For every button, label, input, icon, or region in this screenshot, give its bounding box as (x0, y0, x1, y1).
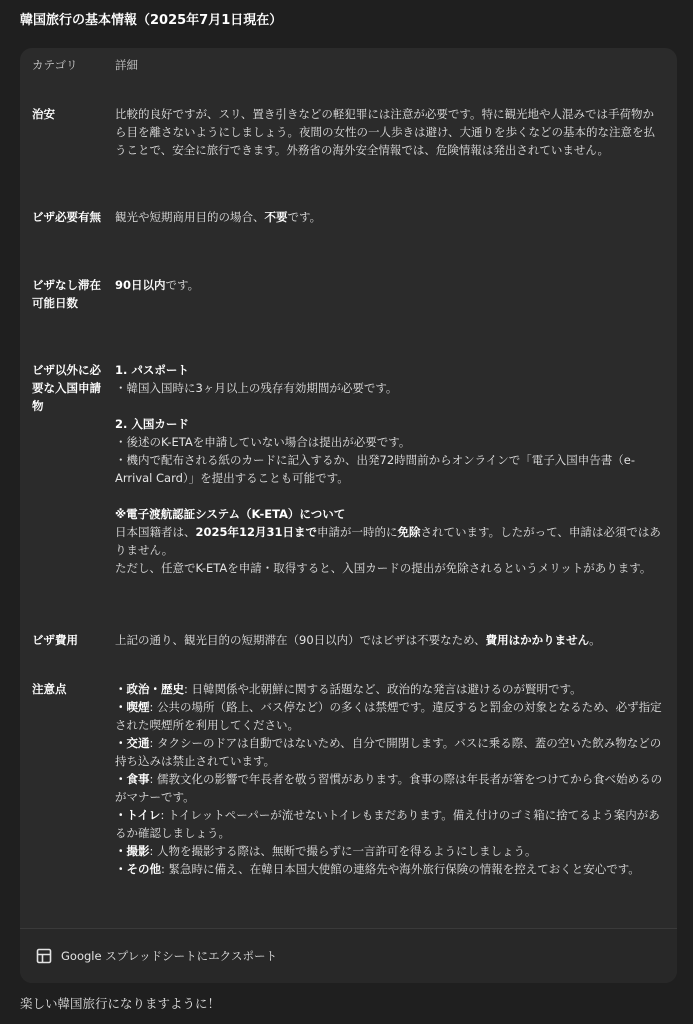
row-detail (115, 361, 663, 577)
detail-emphasis: 不要 (264, 210, 288, 224)
row-detail: 比較的良好ですが、スリ、置き引きなどの軽犯罪には注意が必要です。特に観光地や人混みでは手荷物から目を離さないようにしましょう。夜間の女性の一人歩きは避け、大通りを歩くなどの基本的な注意を払うことで、安全に旅行できます。外務省の海外安全情報では、危険情報は発出されていません。 (115, 107, 656, 157)
keta-paragraph: ただし、任意でK-ETAを申請・取得すると、入国カードの提出が免除されるというメリットがあります。 (115, 561, 652, 575)
table-icon (36, 948, 52, 964)
note-text: : 人物を撮影する際は、無断で撮らずに一言許可を得るようにしましょう。 (149, 844, 537, 858)
detail-text: です。 (287, 210, 322, 224)
note-text: : 日韓関係や北朝鮮に関する話題など、政治的な発言は避けるのが賢明です。 (184, 682, 582, 696)
info-table-card (20, 48, 677, 983)
detail-text: 上記の通り、観光目的の短期滞在（90日以内）ではビザは不要なため、 (115, 633, 486, 647)
detail-emphasis: 90日以内 (115, 278, 166, 292)
detail-text: されています。したがって、申請は必須ではありません。 (115, 525, 661, 557)
row-label: ビザ以外に必要な入国申請物 (32, 363, 101, 413)
detail-emphasis: 費用はかかりません (485, 633, 590, 647)
note-item (115, 770, 663, 806)
entry-card-item: ・機内で配布される紙のカードに記入するか、出発72時間前からオンラインで「電子入国申告書（e-Arrival Card）」を提出することも可能です。 (115, 453, 636, 485)
page-title: 韓国旅行の基本情報（2025年7月1日現在） (20, 13, 283, 28)
row-label: ビザ必要有無 (32, 210, 101, 224)
detail-emphasis: 2025年12月31日まで (195, 525, 318, 539)
export-to-sheets-button[interactable] (36, 945, 277, 967)
keta-heading: ※電子渡航認証システム（K-ETA）について (115, 507, 346, 521)
row-detail (115, 276, 663, 294)
note-item (115, 860, 663, 878)
detail-text: 申請が一時的に (317, 525, 398, 539)
export-button-label: Google スプレッドシートにエクスポート (61, 949, 278, 963)
note-title: ・喫煙 (115, 700, 150, 714)
note-item (115, 842, 663, 860)
detail-text: 日本国籍者は、 (115, 525, 196, 539)
row-label: 注意点 (32, 682, 67, 696)
detail-text: 。 (589, 633, 601, 647)
row-label: ビザ費用 (32, 633, 78, 647)
passport-heading: 1. パスポート (115, 363, 189, 377)
note-title: ・交通 (115, 736, 150, 750)
header-detail: 詳細 (115, 58, 138, 72)
note-item (115, 698, 663, 734)
entry-card-heading: 2. 入国カード (115, 417, 189, 431)
note-title: ・トイレ (115, 808, 161, 822)
keta-paragraph (115, 523, 663, 559)
detail-emphasis: 免除 (397, 525, 421, 539)
note-text: : 緊急時に備え、在韓日本国大使館の連絡先や海外旅行保険の情報を控えておくと安心です。 (161, 862, 640, 876)
note-title: ・政治・歴史 (115, 682, 184, 696)
header-category: カテゴリ (32, 58, 78, 72)
info-table (20, 48, 677, 928)
passport-item: ・韓国入国時に3ヶ月以上の残存有効期間が必要です。 (115, 381, 398, 395)
detail-text: 観光や短期商用目的の場合、 (115, 210, 265, 224)
note-item (115, 734, 663, 770)
row-detail (115, 631, 663, 649)
note-text: : 公共の場所（路上、バス停など）の多くは禁煙です。違反すると罰金の対象となるため、必ず指定された喫煙所を利用してください。 (115, 700, 662, 732)
note-title: ・撮影 (115, 844, 150, 858)
note-title: ・食事 (115, 772, 150, 786)
row-detail (115, 208, 663, 226)
note-item (115, 680, 663, 698)
closing-message: 楽しい韓国旅行になりますように！ (20, 996, 221, 1011)
row-label: 治安 (32, 107, 55, 121)
note-item (115, 806, 663, 842)
detail-text: です。 (165, 278, 200, 292)
export-bar (20, 928, 677, 983)
row-label: ビザなし滞在可能日数 (32, 278, 101, 310)
note-text: : トイレットペーパーが流せないトイレもまだあります。備え付けのゴミ箱に捨てるよう案内があるか確認しましょう。 (115, 808, 660, 840)
note-text: : タクシーのドアは自動ではないため、自分で開閉します。バスに乗る際、蓋の空いた飲み物などの持ち込みは禁止されています。 (115, 736, 662, 768)
note-text: : 儒教文化の影響で年長者を敬う習慣があります。食事の際は年長者が箸をつけてから食べ始めるのがマナーです。 (115, 772, 663, 804)
row-detail (115, 680, 663, 878)
note-title: ・その他 (115, 862, 161, 876)
entry-card-item: ・後述のK-ETAを申請していない場合は提出が必要です。 (115, 435, 411, 449)
